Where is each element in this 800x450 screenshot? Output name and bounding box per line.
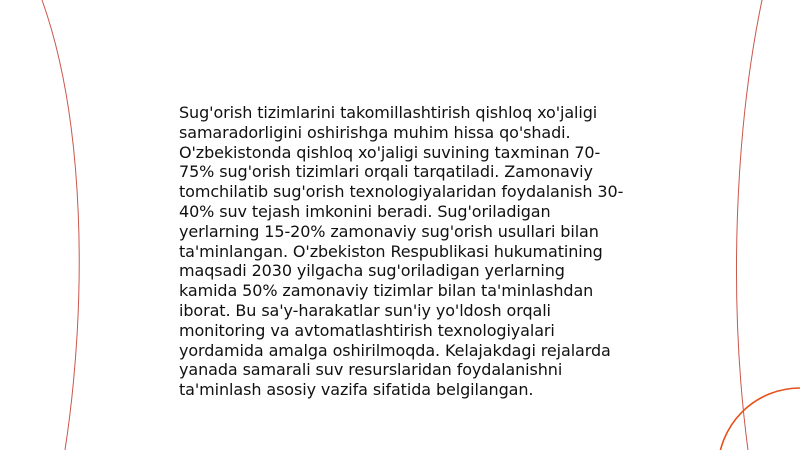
accent-circle [718,388,800,450]
right-curve-line [737,0,762,450]
left-curve-line [42,0,79,450]
body-paragraph: Sug'orish tizimlarini takomillashtirish qishloq xo'jaligi samaradorligini oshirishga muhim hissa qo'shadi. O'zbekistonda qishloq xo'jaligi suvining taxminan 70-75% sug'orish tizimlari orqali tarqatiladi. Zamonaviy tomchilatib sug'orish texnologiyalaridan foydalanish 30-40% suv tejash imkonini beradi. Sug'oriladigan yerlarning 15-20% zamonaviy sug'orish usullari bilan ta'minlangan. O'zbekiston Respublikasi hukumatining maqsadi 2030 yilgacha sug'oriladigan yerlarning kamida 50% zamonaviy tizimlar bilan ta'minlashdan iborat. Bu sa'y-harakatlar sun'iy yo'ldosh orqali monitoring va avtomatlashtirish texnologiyalari yordamida amalga oshirilmoqda. Kelajakdagi rejalarda yanada samarali suv resurslaridan foydalanishni ta'minlash asosiy vazifa sifatida belgilangan. [179,103,624,400]
